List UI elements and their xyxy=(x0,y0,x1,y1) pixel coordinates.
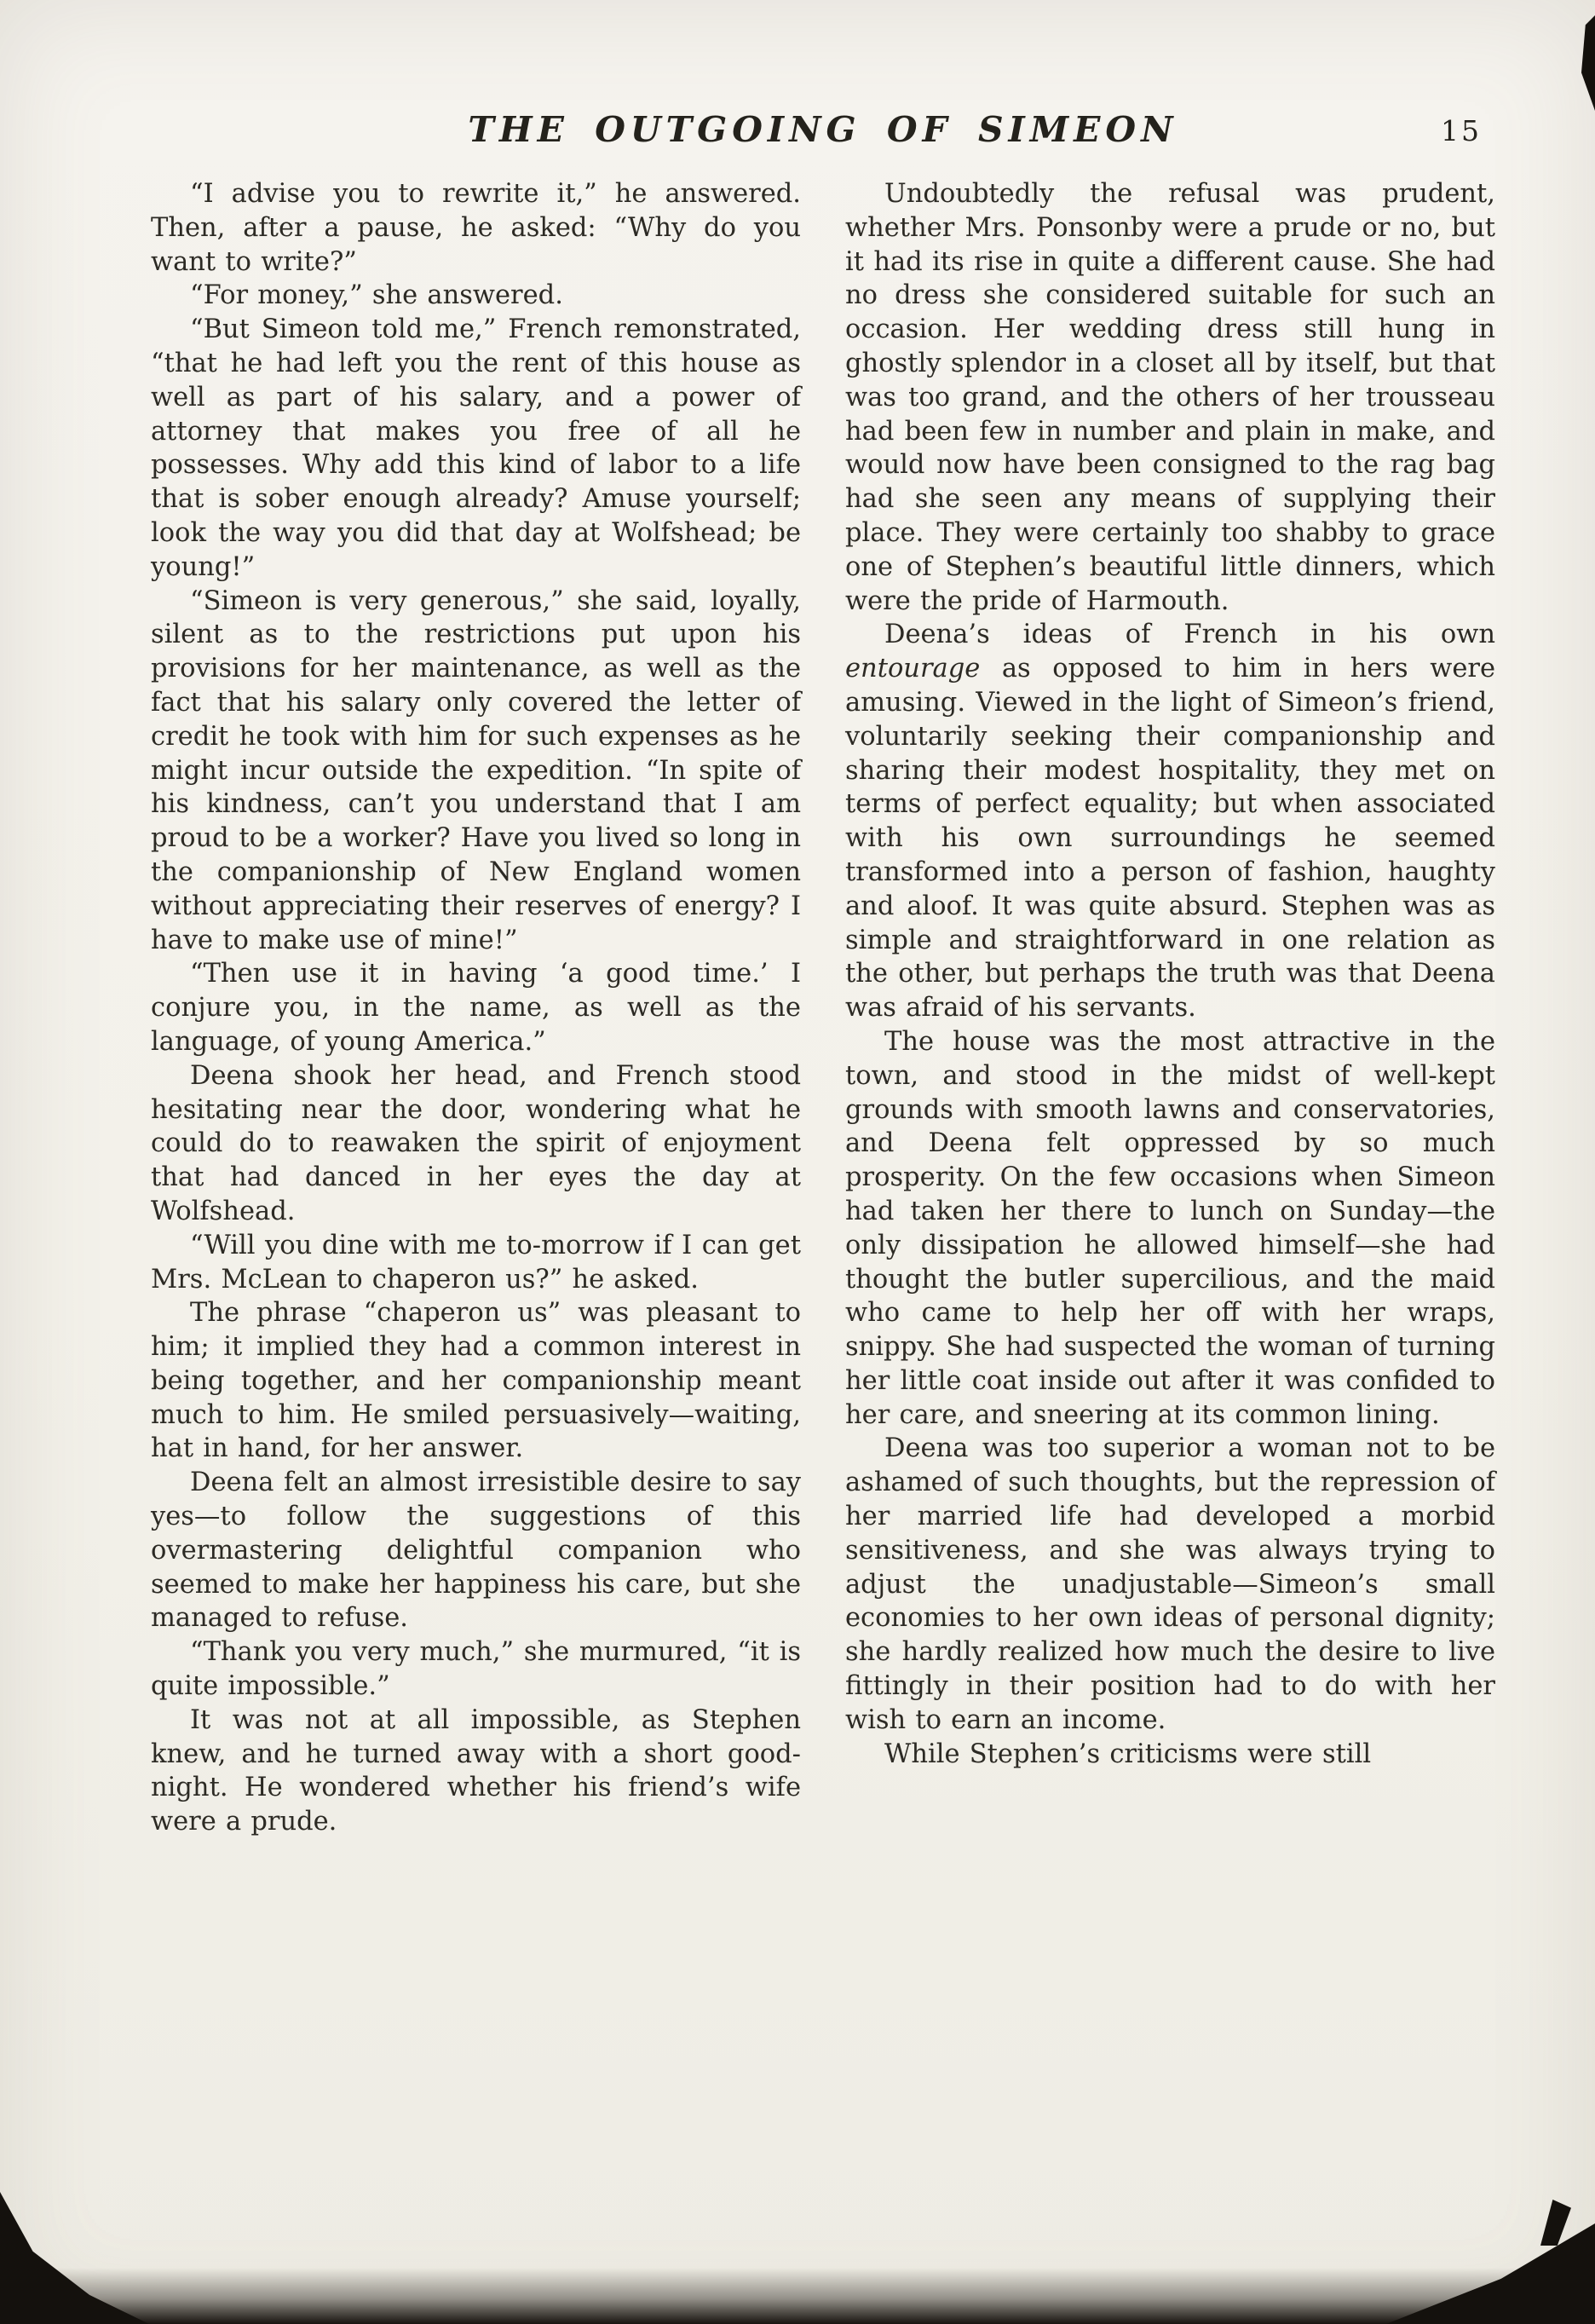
paragraph: “But Simeon told me,” French remonstrated, “that he had left you the rent of this house as well as part of his salary, and a power of attorney that makes you free of all he possesses. Why add this kind of labor to a life that is sober enough already? Amuse yourself; look the way you did that day at Wolfshead; be young!” xyxy=(151,314,801,582)
scan-artifact-mark-bottom-right xyxy=(1540,2200,1571,2246)
paragraph: The house was the most attractive in the town, and stood in the midst of well-kept grounds with smooth lawns and conservatories, and Deena felt oppressed by so much prosperity. On the few occasions when Simeon had taken her there to lunch on Sunday—the only dissipation he allowed himself—she had thought the butler supercilious, and the maid who came to help her off with her wraps, snippy. She had suspected the woman of turning her little coat inside out after it was confided to her care, and sneering at its common lining. xyxy=(845,1026,1495,1430)
paragraph: “Thank you very much,” she murmured, “it is quite impossible.” xyxy=(151,1637,801,1702)
running-title: THE OUTGOING OF SIMEON xyxy=(468,109,1178,150)
paragraph: The phrase “chaperon us” was pleasant to him; it implied they had a common interest in being together, and her companionship meant much to him. He smiled persuasively—waiting, hat in hand, for her answer. xyxy=(151,1298,801,1464)
paragraph: Deena shook her head, and French stood hesitating near the door, wondering what he could do to reawaken the spirit of enjoyment that had danced in her eyes the day at Wolfshead. xyxy=(151,1060,801,1226)
paragraph-text: as opposed to him in hers were amusing. Viewed in the light of Simeon’s friend, voluntarily seeking their companionship and sharing their modest hospitality, they met on terms of perfect equality; but when associated with his own surroundings he seemed transformed into a person of fashion, haughty and aloof. It was quite absurd. Stephen was as simple and straightforward in one relation as the other, but perhaps the truth was that Deena was afraid of his servants. xyxy=(845,654,1495,1024)
italic-word: entourage xyxy=(845,654,981,684)
paragraph: “Then use it in having ‘a good time.’ I conjure you, in the name, as well as the language, of young America.” xyxy=(151,959,801,1057)
paragraph: It was not at all impossible, as Stephen knew, and he turned away with a short good-night. He wondered whether his friend’s wife were a prude. xyxy=(151,1704,801,1837)
paragraph: “Will you dine with me to-morrow if I can get Mrs. McLean to chaperon us?” he asked. xyxy=(151,1230,801,1295)
scan-artifact-edge-top-right xyxy=(1581,15,1595,111)
paragraph: Deena was too superior a woman not to be ashamed of such thoughts, but the repression of her married life had developed a morbid sensitiveness, and she was always trying to adjust the unadjustable—Simeon’s small economies to her own ideas of personal dignity; she hardly realized how much the desire to live fittingly in their position had to do with her wish to earn an income. xyxy=(845,1433,1495,1735)
page-header xyxy=(151,109,1495,160)
paragraph: “I advise you to rewrite it,” he answered. Then, after a pause, he asked: “Why do you want to write?” xyxy=(151,179,801,277)
paragraph: Deena felt an almost irresistible desire to say yes—to follow the suggestions of this overmastering delightful companion who seemed to make her happiness his care, but she managed to refuse. xyxy=(151,1468,801,1634)
paragraph: “Simeon is very generous,” she said, loyally, silent as to the restrictions put upon his provisions for her maintenance, as well as the fact that his salary only covered the letter of credit he took with him for such expenses as he might incur outside the expedition. “In spite of his kindness, can’t you understand that I am proud to be a worker? Have you lived so long in the companionship of New England women without appreciating their reserves of energy? I have to make use of mine!” xyxy=(151,585,801,955)
paragraph xyxy=(845,618,1495,1025)
scan-artifact-corner-bottom-right xyxy=(1386,2223,1595,2324)
paragraph: While Stephen’s criticisms were still xyxy=(884,1739,1372,1769)
right-column xyxy=(845,177,1495,1839)
scan-artifact-corner-bottom-left xyxy=(0,2192,149,2324)
paragraph-text: Deena’s ideas of French in his own xyxy=(884,620,1495,650)
paragraph: “For money,” she answered. xyxy=(190,280,563,311)
text-block xyxy=(151,177,1495,1839)
paragraph: Undoubtedly the refusal was prudent, whether Mrs. Ponsonby were a prude or no, but it had its rise in quite a different cause. She had no dress she considered suitable for such an occasion. Her wedding dress still hung in ghostly splendor in a closet all by itself, but that was too grand, and the others of her trousseau had been few in number and plain in make, and would now have been consigned to the rag bag had she seen any means of supplying their place. They were certainly too shabby to grace one of Stephen’s beautiful little dinners, which were the pride of Harmouth. xyxy=(845,179,1495,616)
left-column xyxy=(151,177,801,1839)
scan-artifact-bottom-shadow xyxy=(0,2268,1595,2324)
page-number: 15 xyxy=(1441,114,1482,147)
